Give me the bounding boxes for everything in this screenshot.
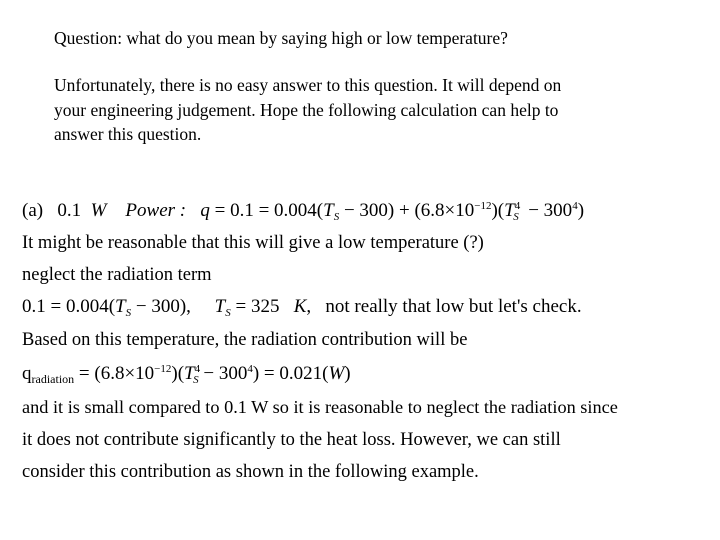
eq-a-equals: = bbox=[214, 200, 226, 221]
eq-a-equals-2: = bbox=[258, 200, 270, 221]
eq-c-exp-neg12: −12 bbox=[154, 363, 172, 375]
eq-a-conv: 0.004( bbox=[274, 200, 324, 221]
eq-b-ts: T bbox=[115, 296, 126, 317]
eq-c-part5: ) bbox=[344, 363, 351, 384]
eq-c-part3: − 300 bbox=[198, 363, 248, 384]
eq-b-left: 0.1 = 0.004( bbox=[22, 296, 116, 317]
eq-c-part1: = (6.8×10 bbox=[74, 363, 155, 384]
eq-a-ts-sub: S bbox=[333, 211, 340, 223]
text-consider-contribution: consider this contribution as shown in the following example. bbox=[22, 462, 479, 482]
eq-b-comment: , not really that low but let's check. bbox=[306, 296, 582, 317]
text-not-contribute: it does not contribute significantly to the heat loss. However, we can still bbox=[22, 430, 561, 450]
eq-a-label: (a) bbox=[22, 200, 44, 221]
eq-b-eq: = 325 bbox=[235, 296, 280, 317]
eq-c-w: W bbox=[328, 363, 345, 384]
text-based-on-temperature: Based on this temperature, the radiation contribution will be bbox=[22, 330, 468, 350]
text-small-compared: and it is small compared to 0.1 W so it is reasonable to neglect the radiation since bbox=[22, 397, 618, 417]
eq-c-q-sub: radiation bbox=[31, 372, 75, 386]
eq-a-exp4b: 4 bbox=[572, 200, 578, 212]
eq-c-exp4: 4 bbox=[194, 363, 201, 375]
text-low-temperature: It might be reasonable that this will give a low temperature (?) bbox=[22, 233, 484, 253]
eq-b-unit: K bbox=[293, 296, 307, 317]
eq-c-exp4b: 4 bbox=[247, 363, 253, 375]
eq-c-part4: ) = 0.021( bbox=[252, 363, 329, 384]
text-neglect-radiation: neglect the radiation term bbox=[22, 265, 212, 285]
eq-a-ts2-sub: S bbox=[513, 211, 519, 223]
eq-a-exp4: 4 bbox=[514, 200, 521, 212]
answer-line-1: Unfortunately, there is no easy answer to this question. It will depend on bbox=[54, 75, 562, 95]
equation-c bbox=[22, 362, 351, 386]
eq-c-q: q bbox=[22, 363, 32, 384]
eq-a-ts2: T bbox=[504, 200, 515, 221]
eq-a-rad-mid: )( bbox=[491, 200, 505, 221]
eq-b-ts-sub: S bbox=[125, 307, 132, 319]
eq-a-q: q bbox=[200, 200, 210, 221]
eq-c-ts-sub: S bbox=[193, 374, 199, 386]
eq-a-ts: T bbox=[323, 200, 334, 221]
eq-b-ts2: T bbox=[214, 296, 226, 317]
equation-a bbox=[22, 199, 584, 223]
eq-a-power-unit: W bbox=[90, 200, 107, 221]
eq-a-rad-minus: − 300 bbox=[528, 200, 573, 221]
eq-a-lhs: 0.1 bbox=[230, 200, 254, 221]
eq-b-ts2-sub: S bbox=[225, 307, 231, 319]
eq-a-conv-tail: − 300) + (6.8×10 bbox=[343, 200, 475, 221]
equation-b bbox=[22, 295, 582, 319]
eq-a-power-value: 0.1 bbox=[57, 200, 82, 221]
eq-c-ts: T bbox=[184, 363, 195, 384]
answer-line-3: answer this question. bbox=[54, 124, 202, 144]
eq-c-part2: )( bbox=[171, 363, 185, 384]
question-text: Question: what do you mean by saying high or low temperature? bbox=[54, 28, 508, 48]
answer-line-2: your engineering judgement. Hope the following calculation can help to bbox=[54, 100, 559, 120]
eq-a-rad-close: ) bbox=[577, 200, 585, 221]
eq-b-mid: − 300), bbox=[135, 296, 191, 317]
eq-a-power-word: Power : bbox=[125, 200, 187, 221]
eq-a-exp-neg12: −12 bbox=[474, 200, 492, 212]
